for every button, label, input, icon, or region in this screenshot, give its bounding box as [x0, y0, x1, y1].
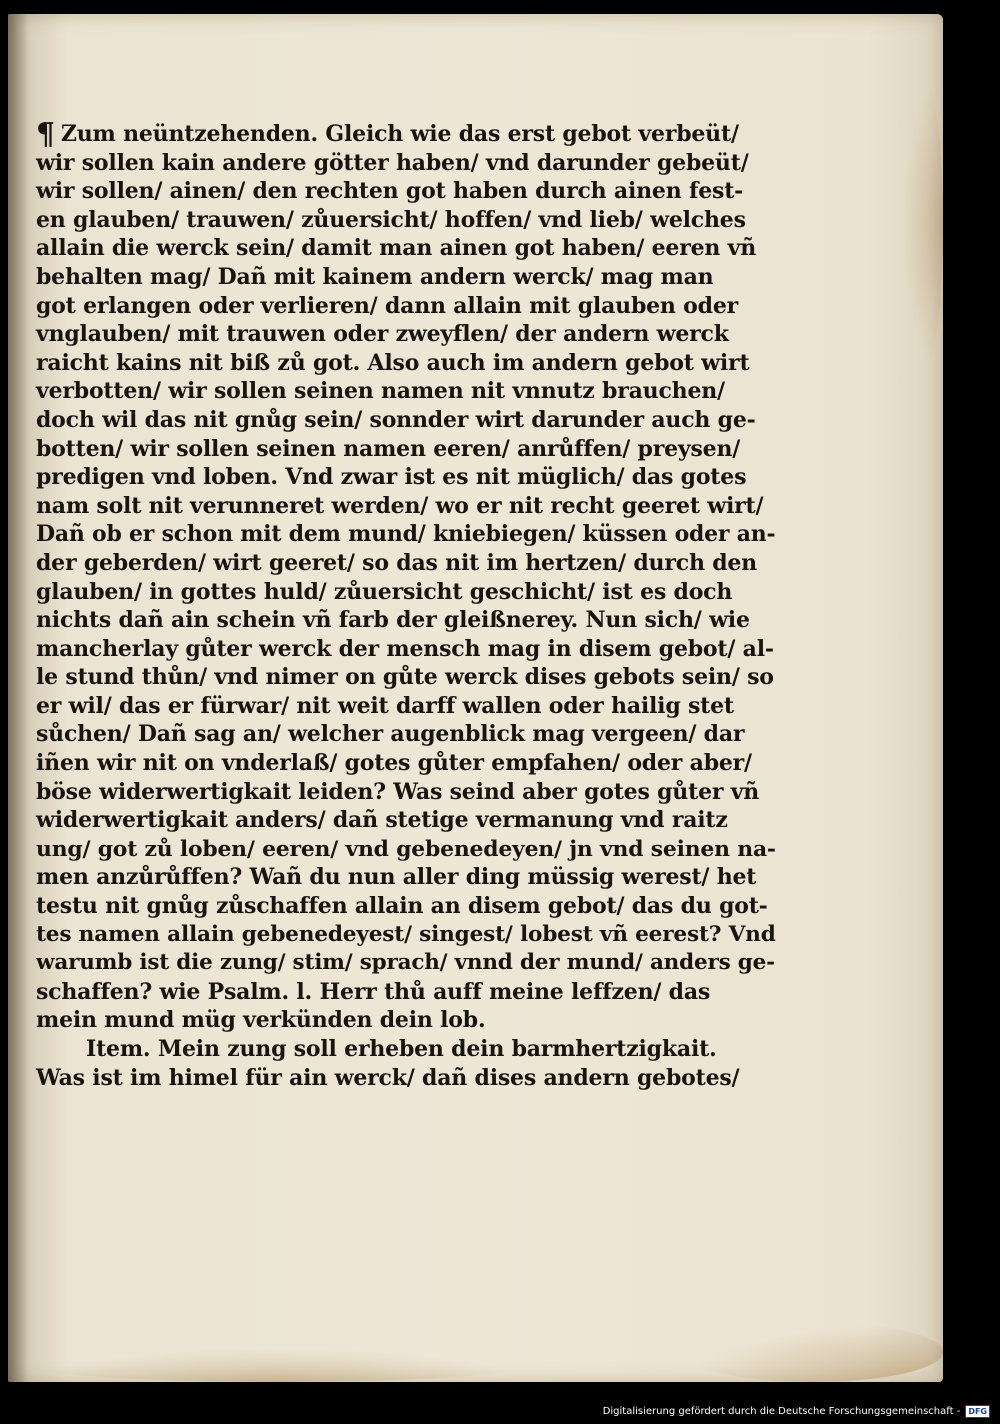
text-line: allain die werck sein/ damit man ainen got haben/ eeren vñ	[36, 235, 757, 262]
funding-credit: Digitalisierung gefördert durch die Deutsche Forschungsgemeinschaft -	[602, 1405, 961, 1417]
funding-footer	[603, 1404, 990, 1418]
dfg-logo: DFG	[965, 1405, 990, 1418]
text-line: böse widerwertigkait leiden? Was seind aber gotes gůter vñ	[36, 778, 760, 805]
text-line: verbotten/ wir sollen seinen namen nit vnnutz brauchen/	[36, 378, 725, 405]
text-line: wir sollen kain andere götter haben/ vnd darunder gebeüt/	[36, 149, 749, 176]
text-line: er wil/ das er fürwar/ nit weit darff wallen oder hailig stet	[36, 692, 734, 719]
text-line: nam solt nit verunneret werden/ wo er nit recht geeret wirt/	[36, 492, 764, 519]
paragraph-mark-icon: ¶	[36, 117, 55, 152]
text-line: warumb ist die zung/ stim/ sprach/ vnnd der mund/ anders ge-	[36, 950, 775, 976]
text-line: ung/ got zů loben/ eeren/ vnd gebenedeyen/ jn vnd seinen na-	[36, 835, 776, 862]
text-line: predigen vnd loben. Vnd zwar ist es nit müglich/ das gotes	[36, 464, 747, 491]
text-line: Dañ ob er schon mit dem mund/ kniebiegen/ küssen oder an-	[36, 521, 776, 548]
text-line: glauben/ in gottes huld/ zůuersicht geschicht/ ist es doch	[36, 578, 733, 605]
page-stain-bottom-right	[683, 1322, 943, 1382]
text-line: Item. Mein zung soll erheben dein barmhertzigkait.	[86, 1036, 717, 1062]
text-line: mein mund müg verkünden dein lob.	[36, 1007, 486, 1034]
text-line: men anzůrůffen? Wañ du nun aller ding müssig werest/ het	[36, 864, 757, 891]
text-line: widerwertigkait anders/ dañ stetige vermanung vnd raitz	[36, 807, 728, 834]
text-line: nichts dañ ain schein vñ farb der gleißnerey. Nun sich/ wie	[36, 607, 750, 634]
text-line: got erlangen oder verlieren/ dann allain mit glauben oder	[36, 292, 739, 319]
text-line: schaffen? wie Psalm. l. Herr thů auff meine leffzen/ das	[36, 978, 711, 1005]
text-line: wir sollen/ ainen/ den rechten got haben durch ainen fest-	[36, 178, 744, 205]
text-line: le stund thůn/ vnd nimer on gůte werck dises gebots sein/ so	[36, 664, 774, 691]
text-line: Was ist im himel für ain werck/ dañ dises andern gebotes/	[36, 1064, 740, 1091]
text-line: sůchen/ Dañ sag an/ welcher augenblick mag vergeen/ dar	[36, 721, 745, 748]
text-line: raicht kains nit biß zů got. Also auch im andern gebot wirt	[36, 349, 750, 376]
text-line: doch wil das nit gnůg sein/ sonnder wirt darunder auch ge-	[36, 406, 756, 433]
text-line: iñen wir nit on vnderlaß/ gotes gůter empfahen/ oder aber/	[36, 750, 752, 777]
text-line: der geberden/ wirt geeret/ so das nit im hertzen/ durch den	[36, 549, 757, 576]
text-line: behalten mag/ Dañ mit kainem andern werck/ mag man	[36, 263, 714, 290]
text-line: tes namen allain gebenedeyest/ singest/ lobest vñ eerest? Vnd	[36, 921, 776, 947]
page-stain-bottom	[28, 1348, 528, 1382]
text-line: ¶ Zum neüntzehenden. Gleich wie das erst gebot verbeüt/	[36, 117, 739, 152]
text-line: vnglauben/ mit trauwen oder zweyflen/ der andern werck	[36, 321, 729, 348]
text-line: en glauben/ trauwen/ zůuersicht/ hoffen/ vnd lieb/ welches	[36, 206, 746, 233]
page-stain-right	[903, 74, 943, 374]
text-line: testu nit gnůg zůschaffen allain an disem gebot/ das du got-	[36, 893, 768, 920]
page-text	[36, 117, 776, 1092]
text-line: botten/ wir sollen seinen namen eeren/ anrůffen/ preysen/	[36, 435, 741, 462]
text-line: mancherlay gůter werck der mensch mag in disem gebot/ al-	[36, 635, 774, 662]
